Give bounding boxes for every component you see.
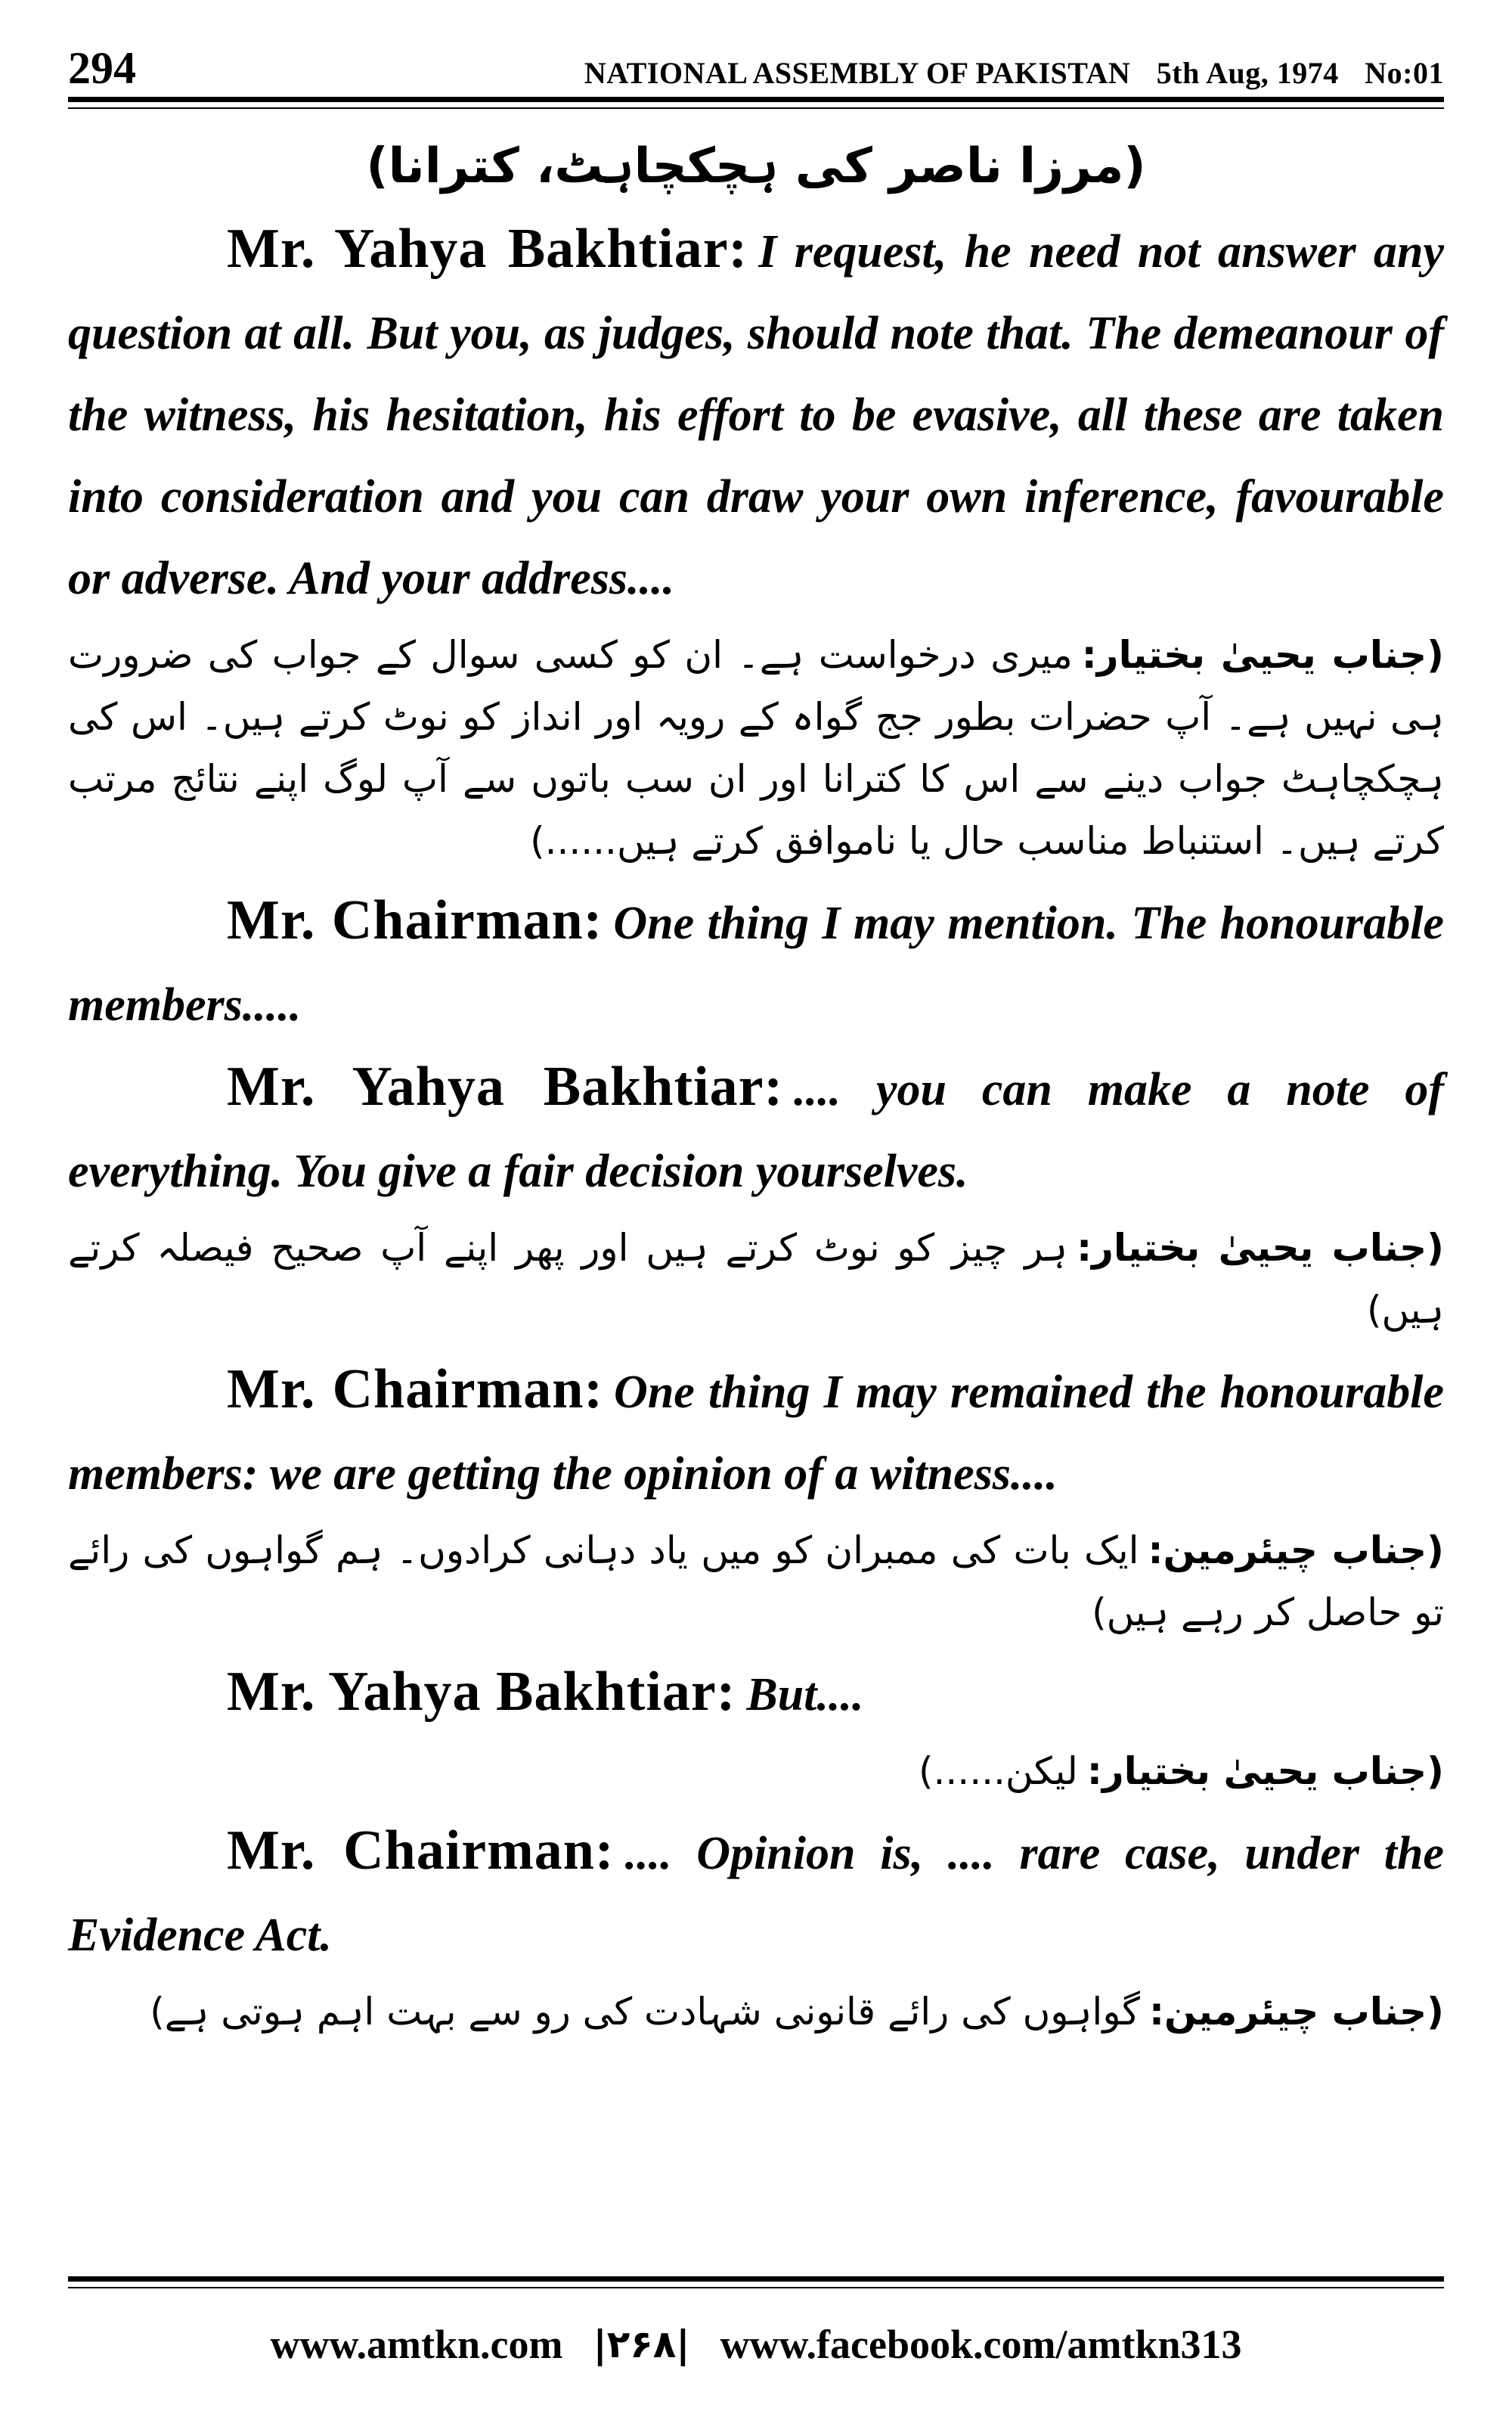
page-content [68,125,1444,2050]
footer-rule-thick [68,2276,1444,2282]
urdu-speaker-name: (جناب چیئرمین: [1148,1528,1444,1572]
english-paragraph [68,1046,1444,1212]
urdu-translation [68,1981,1444,2043]
english-paragraph [68,208,1444,619]
page-header [68,30,1444,91]
page-footer [68,2314,1444,2375]
english-text: But.... [746,1669,864,1720]
session-date: 5th Aug, 1974 [1156,56,1339,90]
english-paragraph [68,1348,1444,1515]
speaker-name: Mr. Yahya Bakhtiar: [227,218,748,280]
urdu-translation [68,1740,1444,1802]
english-text: .... Opinion is, .... rare case, under the Evidence Act. [68,1828,1444,1961]
header-rule-thick [68,97,1444,102]
speaker-name: Mr. Chairman: [227,889,603,951]
urdu-speaker-name: (جناب یحییٰ بختیار: [1086,1749,1444,1793]
urdu-translation [68,1217,1444,1341]
website-link[interactable]: www.amtkn.com [270,2322,563,2367]
speaker-name: Mr. Chairman: [227,1820,615,1882]
urdu-text: گواہوں کی رائے قانونی شہادت کی رو سے بہت اہم ہوتی ہے) [150,1990,1140,2034]
urdu-text: میری درخواست ہے۔ ان کو کسی سوال کے جواب کی ضرورت ہی نہیں ہے۔ آپ حضرات بطور جج گواہ کے رویہ اور انداز کو نوٹ کرتے ہیں۔ اس کی ہچکچاہٹ جواب دینے سے اس کا کترانا اور ان سب باتوں سے آپ لوگ اپنے نتائج مرتب کرتے ہیں۔ استنباط مناسب حال یا ناموافق کرتے ہیں......) [68,633,1444,863]
section-heading-urdu: (مرزا ناصر کی ہچکچاہٹ، کترانا) [366,138,1146,194]
english-paragraph [68,1810,1444,1976]
english-paragraph [68,1651,1444,1736]
english-text: .... you can make a note of everything. You give a fair decision yourselves. [68,1064,1444,1197]
english-paragraph [68,880,1444,1046]
header-rule-thin [68,107,1444,109]
facebook-link[interactable]: www.facebook.com/amtkn313 [720,2322,1242,2367]
speaker-name: Mr. Yahya Bakhtiar: [227,1661,736,1723]
urdu-translation [68,624,1444,872]
english-text: One thing I may remained the honourable members: we are getting the opinion of a witness.... [68,1367,1444,1500]
urdu-translation [68,1519,1444,1643]
urdu-text: ہر چیز کو نوٹ کرتے ہیں اور پھر اپنے آپ صحیح فیصلہ کرتے ہیں) [68,1226,1444,1332]
english-text: I request, he need not answer any question at all. But you, as judges, should note that. The demeanour of the witness, his hesitation, his effort to be evasive, all these are taken into consideration and you can draw your own inference, favourable or adverse. And your address.... [68,226,1444,604]
urdu-speaker-name: (جناب یحییٰ بختیار: [1077,1226,1444,1270]
issue-number: No:01 [1365,56,1444,90]
urdu-speaker-name: (جناب چیئرمین: [1148,1990,1444,2034]
header-info [566,55,1444,91]
speaker-name: Mr. Chairman: [227,1358,604,1420]
english-text: One thing I may mention. The honourable members..... [68,898,1444,1031]
publication-title: NATIONAL ASSEMBLY OF PAKISTAN [584,56,1131,90]
speaker-name: Mr. Yahya Bakhtiar: [227,1056,784,1118]
urdu-page-number: |۲۶۸| [593,2322,690,2366]
urdu-speaker-name: (جناب یحییٰ بختیار: [1081,633,1444,677]
page-number: 294 [68,43,136,93]
urdu-text: لیکن......) [919,1749,1078,1793]
urdu-text: ایک بات کی ممبران کو میں یاد دہانی کرادوں۔ ہم گواہوں کی رائے تو حاصل کر رہے ہیں) [68,1528,1444,1634]
footer-rule-thin [68,2287,1444,2288]
